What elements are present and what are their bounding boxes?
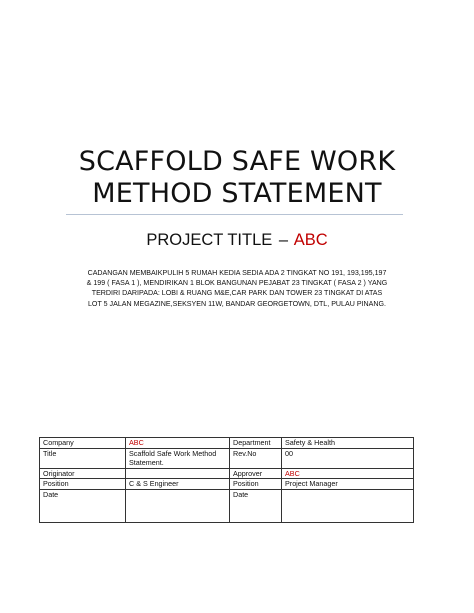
- document-title-line-2: METHOD STATEMENT: [92, 178, 382, 209]
- table-row: [40, 479, 414, 490]
- project-description: CADANGAN MEMBAIKPULIH 5 RUMAH KEDIA SEDIA ADA 2 TINGKAT NO 191, 193,195,197 & 199 ( FASA 1 ), MENDIRIKAN 1 BLOK BANGUNAN PEJABAT 23 TINGKAT ( FASA 2 ) YANG TERDIRI DARIPADA: LOBI & RUANG M&E,CAR PARK DAN TOWER 23 TINGKAT DI ATAS LOT 5 JALAN MEGAZINE,SEKSYEN 11W, BANDAR GEORGETOWN, DTL, PULAU PINANG.: [86, 269, 388, 308]
- table-value-approver: ABC: [282, 468, 414, 479]
- project-title-label: PROJECT TITLE: [146, 231, 273, 249]
- table-label-date-originator: Date: [40, 489, 126, 522]
- table-value-department: Safety & Health: [282, 438, 414, 449]
- title-divider: [66, 214, 403, 215]
- document-title-line-1: SCAFFOLD SAFE WORK: [78, 146, 396, 177]
- project-title: [60, 229, 414, 251]
- table-label-position-originator: Position: [40, 479, 126, 490]
- table-row: [40, 438, 414, 449]
- table-label-originator: Originator: [40, 468, 126, 479]
- table-value-title: Scaffold Safe Work Method Statement.: [126, 448, 230, 468]
- table-label-date-approver: Date: [230, 489, 282, 522]
- project-title-value: ABC: [293, 231, 328, 249]
- table-value-originator: [126, 468, 230, 479]
- table-value-date-originator: [126, 489, 230, 522]
- table-row: [40, 448, 414, 468]
- table-value-rev-no: 00: [282, 448, 414, 468]
- table-label-title: Title: [40, 448, 126, 468]
- table-label-rev-no: Rev.No: [230, 448, 282, 468]
- table-value-date-approver: [282, 489, 414, 522]
- table-label-position-approver: Position: [230, 479, 282, 490]
- table-value-position-originator: C & S Engineer: [126, 479, 230, 490]
- table-value-position-approver: Project Manager: [282, 479, 414, 490]
- table-row: [40, 489, 414, 522]
- table-label-department: Department: [230, 438, 282, 449]
- table-row: [40, 468, 414, 479]
- table-value-company: ABC: [126, 438, 230, 449]
- table-label-company: Company: [40, 438, 126, 449]
- project-title-separator: –: [278, 231, 289, 249]
- document-info-table: [39, 437, 414, 523]
- table-label-approver: Approver: [230, 468, 282, 479]
